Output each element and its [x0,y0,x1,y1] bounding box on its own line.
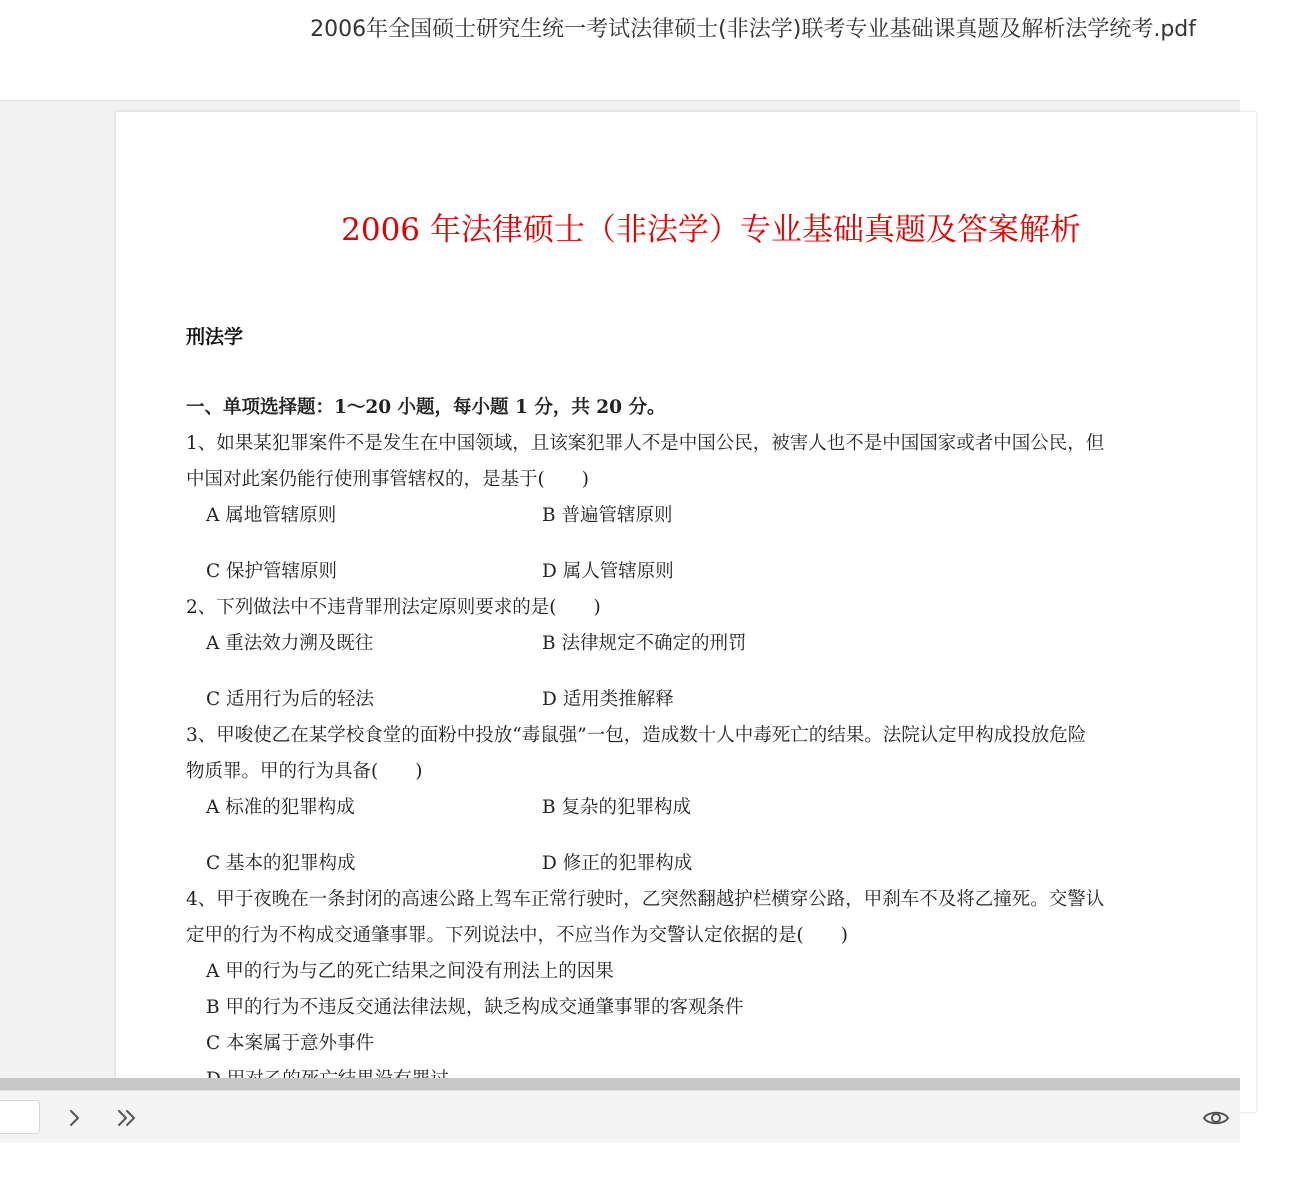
document-viewer[interactable] [0,100,1240,1079]
view-mode-button[interactable] [1200,1103,1232,1133]
question-3-option-a: A 标准的犯罪构成 [206,797,355,818]
question-2-line-1: 2、下列做法中不违背罪刑法定原则要求的是( ) [186,597,601,618]
page-number-input[interactable] [0,1100,40,1134]
file-title: 2006年全国硕士研究生统一考试法律硕士(非法学)联考专业基础课真题及解析法学统考.pdf [310,17,1196,42]
question-3-line-2: 物质罪。甲的行为具备( ) [186,761,423,782]
question-3-options-row-1 [186,790,1226,826]
question-1-options-row-1 [186,498,1226,534]
question-4-line-2: 定甲的行为不构成交通肇事罪。下列说法中，不应当作为交警认定依据的是( ) [186,925,848,946]
question-1-line-2: 中国对此案仍能行使刑事管辖权的，是基于( ) [186,469,589,490]
pdf-page [116,112,1256,1112]
question-3-option-b: B 复杂的犯罪构成 [542,797,691,818]
question-2-option-a: A 重法效力溯及既往 [206,633,374,654]
question-1-option-d: D 属人管辖原则 [542,561,674,582]
question-3-line-1: 3、甲唆使乙在某学校食堂的面粉中投放“毒鼠强”一包，造成数十人中毒死亡的结果。法院认定甲构成投放危险 [186,725,1087,746]
question-4-option-a: A 甲的行为与乙的死亡结果之间没有刑法上的因果 [206,961,614,982]
instruction: 一、单项选择题：1～20 小题，每小题 1 分，共 20 分。 [186,397,666,418]
last-page-button[interactable] [112,1103,142,1133]
next-page-button[interactable] [60,1103,90,1133]
question-1-option-c: C 保护管辖原则 [206,561,338,582]
question-3-option-c: C 基本的犯罪构成 [206,853,356,874]
chevron-right-icon [60,1103,90,1133]
question-2-option-c: C 适用行为后的轻法 [206,689,375,710]
question-2-option-b: B 法律规定不确定的刑罚 [542,633,747,654]
question-4-option-b: B 甲的行为不违反交通法律法规，缺乏构成交通肇事罪的客观条件 [206,997,744,1018]
question-2-options-row-2 [186,682,1226,718]
question-1-line-1: 1、如果某犯罪案件不是发生在中国领域，且该案犯罪人不是中国公民，被害人也不是中国国家或者中国公民，但 [186,433,1105,454]
bottom-toolbar [0,1090,1240,1143]
title-bar [0,0,1240,100]
document-heading: 2006 年法律硕士（非法学）专业基础真题及答案解析 [341,212,1081,248]
question-1-options-row-2 [186,554,1226,590]
question-3-options-row-2 [186,846,1226,882]
question-1-option-a: A 属地管辖原则 [206,505,337,526]
eye-icon [1200,1103,1232,1133]
question-3-option-d: D 修正的犯罪构成 [542,853,693,874]
question-list [186,390,1226,1098]
question-2-option-d: D 适用类推解释 [542,689,674,710]
question-4-option-c: C 本案属于意外事件 [206,1033,375,1054]
question-1-option-b: B 普遍管辖原则 [542,505,673,526]
question-2-options-row-1 [186,626,1226,662]
horizontal-scrollbar[interactable] [0,1078,1240,1090]
question-4-line-1: 4、甲于夜晚在一条封闭的高速公路上驾车正常行驶时，乙突然翻越护栏横穿公路，甲刹车不及将乙撞死。交警认 [186,889,1105,910]
section-title: 刑法学 [186,326,244,348]
double-chevron-right-icon [112,1103,142,1133]
